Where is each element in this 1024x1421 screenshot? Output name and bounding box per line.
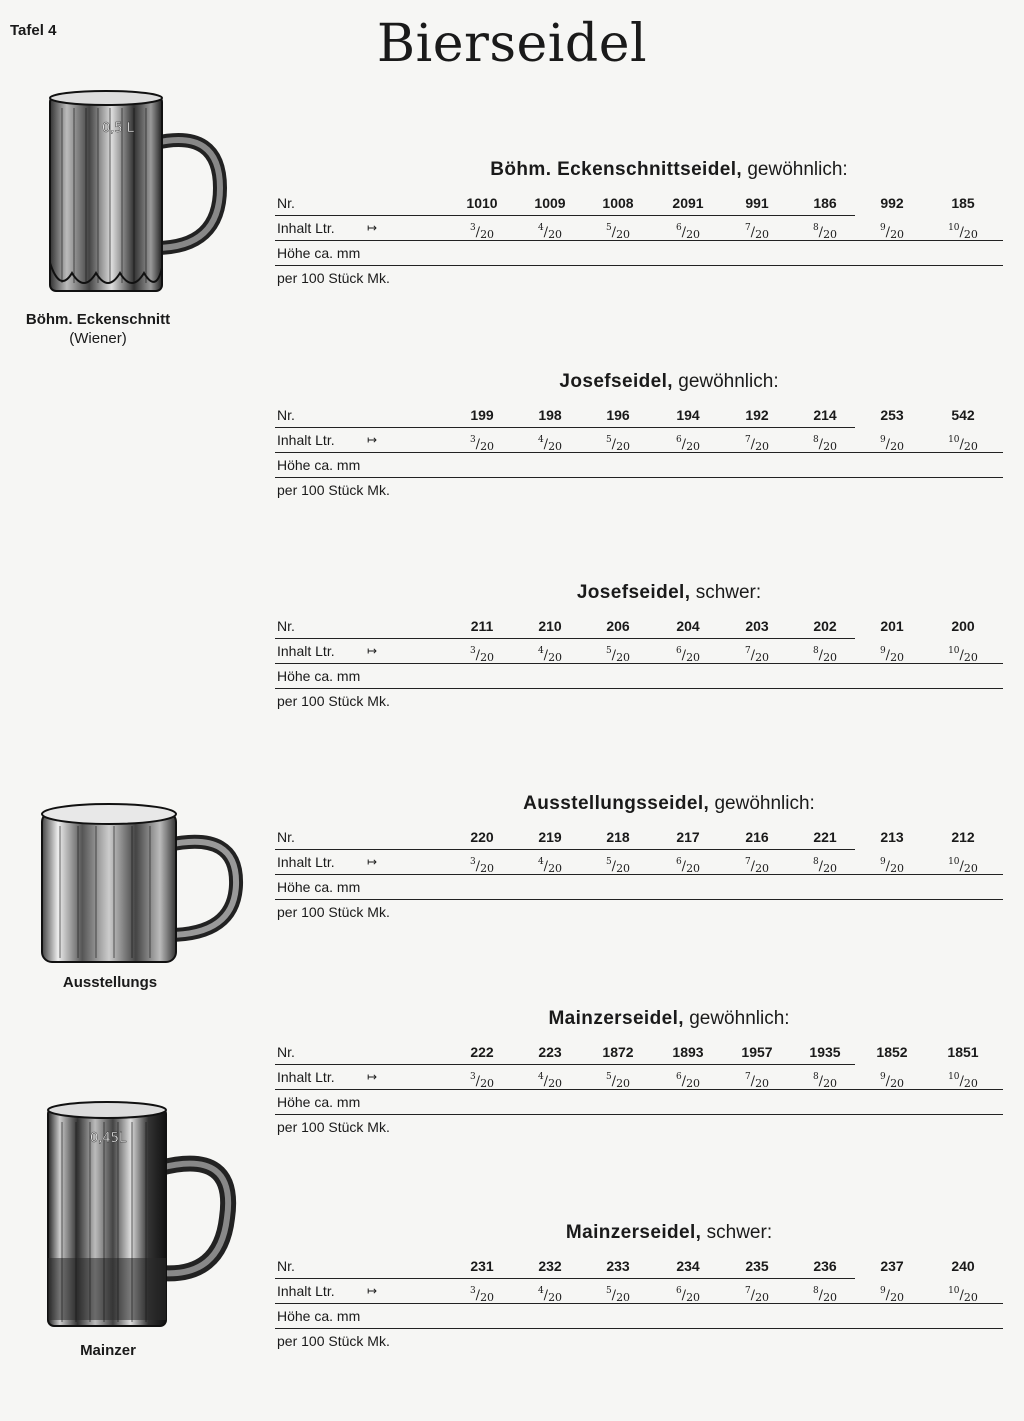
capacity-fraction: $^7/_{20}$ [744,435,770,453]
capacity-fraction: $^7/_{20}$ [744,857,770,875]
item-number: 1893 [672,1044,704,1060]
section-title [335,578,1003,608]
section-title-qualifier: gewöhnlich: [678,371,779,392]
row-label-hoehe: Höhe ca. mm [277,245,361,261]
item-number: 204 [676,618,700,634]
item-number: 210 [538,618,562,634]
fraction-denominator: 20 [823,651,838,664]
fraction-denominator: 20 [963,440,978,453]
caption-boehm [0,310,196,348]
fraction-numerator: 4 [537,646,544,656]
row-label-inhalt: Inhalt Ltr. [277,1283,335,1299]
item-number: 218 [606,829,630,845]
item-number: 185 [951,195,975,211]
fraction-denominator: 20 [480,651,495,664]
capacity-fraction: $^8/_{20}$ [812,646,838,664]
capacity-fraction: $^{10}/_{20}$ [948,1072,978,1090]
row-label-inhalt: Inhalt Ltr. [277,432,335,448]
capacity-fraction: $^{10}/_{20}$ [948,646,978,664]
item-number: 231 [470,1258,494,1274]
caption-ausstellungs [12,973,208,992]
fraction-denominator: 20 [548,862,563,875]
fraction-denominator: 20 [890,1291,905,1304]
item-number: 199 [470,407,494,423]
plate-number: Tafel 4 [10,22,57,39]
item-number: 1935 [809,1044,841,1060]
fraction-denominator: 20 [548,228,563,241]
fraction-numerator: 10 [948,435,960,445]
fraction-numerator: 4 [537,435,544,445]
row-label-hoehe: Höhe ca. mm [277,1094,361,1110]
item-number: 214 [813,407,837,423]
capacity-fraction: $^4/_{20}$ [537,1286,563,1304]
row-label-nr: Nr. [277,1044,295,1060]
fraction-denominator: 20 [480,862,495,875]
section-title [335,1004,1003,1034]
row-label-preis: per 100 Stück Mk. [277,693,390,709]
row-preis [275,1115,1003,1139]
fraction-numerator: 10 [948,223,960,233]
fraction-numerator: 7 [744,1072,751,1082]
item-number: 222 [470,1044,494,1060]
fraction-denominator: 20 [616,1077,631,1090]
fraction-denominator: 20 [480,440,495,453]
fraction-denominator: 20 [548,440,563,453]
fraction-numerator: 3 [469,857,476,867]
fraction-numerator: 8 [812,857,819,867]
ausstellungs-mug-illustration [38,800,248,970]
item-number: 196 [606,407,630,423]
row-preis [275,478,1003,502]
row-label-preis: per 100 Stück Mk. [277,904,390,920]
capacity-fraction: $^6/_{20}$ [675,1072,701,1090]
fraction-numerator: 5 [605,1286,612,1296]
capacity-fraction: $^7/_{20}$ [744,1072,770,1090]
capacity-fraction: $^5/_{20}$ [605,646,631,664]
capacity-fraction: $^8/_{20}$ [812,223,838,241]
fraction-denominator: 20 [823,228,838,241]
fraction-denominator: 20 [686,440,701,453]
item-number: 211 [470,618,494,634]
row-nr [275,1040,979,1065]
item-number: 198 [538,407,562,423]
item-number: 192 [745,407,769,423]
item-number: 1852 [876,1044,908,1060]
fraction-denominator: 20 [890,228,905,241]
item-number: 202 [813,618,837,634]
item-number: 2091 [672,195,704,211]
item-number: 220 [470,829,494,845]
fraction-numerator: 5 [605,223,612,233]
row-label-nr: Nr. [277,407,295,423]
row-nr [275,403,975,428]
row-nr [275,825,975,850]
capacity-fraction: $^6/_{20}$ [675,646,701,664]
row-label-preis: per 100 Stück Mk. [277,270,390,286]
section-table [275,191,1003,290]
item-number: 200 [951,618,975,634]
fraction-denominator: 20 [755,862,770,875]
fraction-denominator: 20 [616,862,631,875]
fraction-numerator: 8 [812,223,819,233]
row-preis [275,266,1003,290]
capacity-fraction: $^9/_{20}$ [879,223,905,241]
section-title-main: Böhm. Eckenschnittseidel, [490,159,743,180]
row-inhalt [275,639,1003,664]
fraction-numerator: 9 [879,646,886,656]
fraction-denominator: 20 [480,1077,495,1090]
fraction-denominator: 20 [616,651,631,664]
fraction-numerator: 3 [469,1072,476,1082]
row-inhalt [275,850,1003,875]
row-label-nr: Nr. [277,195,295,211]
capacity-fraction: $^3/_{20}$ [469,646,495,664]
fraction-numerator: 7 [744,646,751,656]
fraction-denominator: 20 [686,1077,701,1090]
section-title [335,367,1003,397]
section-title [335,1218,1003,1248]
fraction-numerator: 3 [469,435,476,445]
boehm-volume-mark: 0,5 L [102,121,135,136]
fraction-numerator: 7 [744,1286,751,1296]
fraction-numerator: 5 [605,857,612,867]
capacity-fraction: $^4/_{20}$ [537,857,563,875]
section-1 [275,367,1003,502]
capacity-fraction: $^8/_{20}$ [812,435,838,453]
page-title: Bierseidel [376,14,648,74]
fraction-denominator: 20 [616,1291,631,1304]
fraction-denominator: 20 [823,1077,838,1090]
fraction-numerator: 6 [675,223,682,233]
item-number: 216 [745,829,769,845]
fraction-denominator: 20 [548,1077,563,1090]
capacity-fraction: $^6/_{20}$ [675,435,701,453]
row-label-preis: per 100 Stück Mk. [277,482,390,498]
item-number: 991 [745,195,769,211]
capacity-fraction: $^5/_{20}$ [605,1286,631,1304]
fraction-denominator: 20 [755,1291,770,1304]
item-number: 1010 [466,195,498,211]
capacity-fraction: $^9/_{20}$ [879,1286,905,1304]
row-label-preis: per 100 Stück Mk. [277,1119,390,1135]
item-number: 253 [880,407,904,423]
item-number: 232 [538,1258,562,1274]
fraction-numerator: 3 [469,1286,476,1296]
row-label-nr: Nr. [277,1258,295,1274]
fraction-denominator: 20 [890,440,905,453]
measure-arrow-icon: ↦ [367,644,378,658]
measure-arrow-icon: ↦ [367,433,378,447]
fraction-numerator: 8 [812,1072,819,1082]
fraction-numerator: 5 [605,1072,612,1082]
section-table [275,403,1003,502]
item-number: 1851 [947,1044,979,1060]
boehm-mug-illustration [40,88,230,303]
caption-ausstellungs-title: Ausstellungs [62,974,158,991]
capacity-fraction: $^6/_{20}$ [675,223,701,241]
fraction-denominator: 20 [755,1077,770,1090]
item-number: 221 [813,829,837,845]
fraction-denominator: 20 [890,1077,905,1090]
fraction-numerator: 10 [948,857,960,867]
section-5 [275,1218,1003,1353]
fraction-numerator: 5 [605,646,612,656]
capacity-fraction: $^9/_{20}$ [879,435,905,453]
fraction-numerator: 8 [812,646,819,656]
row-label-nr: Nr. [277,618,295,634]
capacity-fraction: $^6/_{20}$ [675,1286,701,1304]
item-number: 194 [676,407,700,423]
row-inhalt [275,1065,1003,1090]
fraction-denominator: 20 [963,228,978,241]
fraction-denominator: 20 [686,651,701,664]
section-3 [275,789,1003,924]
section-title-qualifier: gewöhnlich: [689,1008,790,1029]
row-hoehe [275,453,1003,478]
section-title [335,155,1003,185]
fraction-numerator: 10 [948,1072,960,1082]
capacity-fraction: $^4/_{20}$ [537,435,563,453]
item-number: 219 [538,829,562,845]
capacity-fraction: $^4/_{20}$ [537,1072,563,1090]
item-number: 1957 [741,1044,773,1060]
item-number: 236 [813,1258,837,1274]
fraction-numerator: 10 [948,1286,960,1296]
row-hoehe [275,875,1003,900]
row-label-nr: Nr. [277,829,295,845]
capacity-fraction: $^5/_{20}$ [605,223,631,241]
fraction-numerator: 3 [469,646,476,656]
capacity-fraction: $^8/_{20}$ [812,1072,838,1090]
fraction-numerator: 9 [879,1072,886,1082]
fraction-denominator: 20 [890,651,905,664]
row-label-inhalt: Inhalt Ltr. [277,854,335,870]
item-number: 1872 [602,1044,634,1060]
capacity-fraction: $^9/_{20}$ [879,857,905,875]
fraction-numerator: 3 [469,223,476,233]
section-title-main: Josefseidel, [559,371,673,392]
item-number: 240 [951,1258,975,1274]
row-label-inhalt: Inhalt Ltr. [277,643,335,659]
section-title-main: Josefseidel, [576,582,691,603]
caption-mainzer-title: Mainzer [80,1342,136,1359]
capacity-fraction: $^3/_{20}$ [469,857,495,875]
fraction-numerator: 6 [675,857,682,867]
fraction-denominator: 20 [686,228,701,241]
section-2 [275,578,1003,713]
fraction-denominator: 20 [480,1291,495,1304]
fraction-denominator: 20 [548,1291,563,1304]
caption-boehm-sub: (Wiener) [69,330,127,347]
row-preis [275,900,1003,924]
row-hoehe [275,664,1003,689]
fraction-numerator: 4 [537,857,544,867]
capacity-fraction: $^3/_{20}$ [469,223,495,241]
capacity-fraction: $^5/_{20}$ [605,857,631,875]
capacity-fraction: $^4/_{20}$ [537,646,563,664]
caption-mainzer [10,1341,206,1360]
fraction-numerator: 4 [537,1072,544,1082]
capacity-fraction: $^9/_{20}$ [879,1072,905,1090]
fraction-numerator: 4 [537,223,544,233]
capacity-fraction: $^5/_{20}$ [605,435,631,453]
capacity-fraction: $^7/_{20}$ [744,646,770,664]
capacity-fraction: $^6/_{20}$ [675,857,701,875]
fraction-denominator: 20 [963,1291,978,1304]
item-number: 1009 [534,195,566,211]
fraction-denominator: 20 [480,228,495,241]
fraction-denominator: 20 [755,651,770,664]
fraction-denominator: 20 [823,440,838,453]
row-label-hoehe: Höhe ca. mm [277,457,361,473]
capacity-fraction: $^4/_{20}$ [537,223,563,241]
row-preis [275,689,1003,713]
fraction-denominator: 20 [890,862,905,875]
item-number: 186 [813,195,837,211]
capacity-fraction: $^{10}/_{20}$ [948,1286,978,1304]
fraction-numerator: 7 [744,857,751,867]
row-inhalt [275,216,1003,241]
section-title-qualifier: gewöhnlich: [747,159,848,180]
row-label-hoehe: Höhe ca. mm [277,1308,361,1324]
row-inhalt [275,1279,1003,1304]
item-number: 212 [951,829,975,845]
section-title-main: Mainzerseidel, [548,1008,684,1029]
section-title-qualifier: schwer: [695,582,762,603]
fraction-numerator: 4 [537,1286,544,1296]
caption-boehm-title: Böhm. Eckenschnitt [25,311,171,328]
section-0 [275,155,1003,290]
item-number: 992 [880,195,904,211]
section-table [275,1040,1003,1139]
fraction-numerator: 6 [675,1072,682,1082]
capacity-fraction: $^8/_{20}$ [812,1286,838,1304]
fraction-denominator: 20 [823,862,838,875]
fraction-denominator: 20 [963,1077,978,1090]
row-label-hoehe: Höhe ca. mm [277,879,361,895]
fraction-denominator: 20 [963,862,978,875]
item-number: 203 [745,618,769,634]
capacity-fraction: $^{10}/_{20}$ [948,435,978,453]
row-label-hoehe: Höhe ca. mm [277,668,361,684]
item-number: 237 [880,1258,904,1274]
capacity-fraction: $^7/_{20}$ [744,223,770,241]
measure-arrow-icon: ↦ [367,1070,378,1084]
row-preis [275,1329,1003,1353]
section-title-qualifier: gewöhnlich: [714,793,815,814]
fraction-denominator: 20 [616,228,631,241]
item-number: 542 [951,407,975,423]
fraction-numerator: 6 [675,646,682,656]
fraction-denominator: 20 [755,228,770,241]
item-number: 223 [538,1044,562,1060]
fraction-denominator: 20 [755,440,770,453]
section-title-qualifier: schwer: [706,1222,773,1243]
fraction-numerator: 5 [605,435,612,445]
section-title-main: Ausstellungsseidel, [523,793,710,814]
item-number: 233 [606,1258,630,1274]
item-number: 213 [880,829,904,845]
row-nr [275,614,975,639]
item-number: 235 [745,1258,769,1274]
fraction-denominator: 20 [548,651,563,664]
fraction-numerator: 9 [879,857,886,867]
fraction-numerator: 7 [744,223,751,233]
section-4 [275,1004,1003,1139]
fraction-denominator: 20 [963,651,978,664]
capacity-fraction: $^3/_{20}$ [469,435,495,453]
capacity-fraction: $^9/_{20}$ [879,646,905,664]
fraction-numerator: 6 [675,435,682,445]
fraction-numerator: 8 [812,435,819,445]
fraction-numerator: 10 [948,646,960,656]
row-label-inhalt: Inhalt Ltr. [277,220,335,236]
measure-arrow-icon: ↦ [367,855,378,869]
mainzer-mug-illustration [42,1098,242,1333]
fraction-numerator: 9 [879,1286,886,1296]
row-hoehe [275,241,1003,266]
measure-arrow-icon: ↦ [367,221,378,235]
row-hoehe [275,1090,1003,1115]
item-number: 206 [606,618,630,634]
capacity-fraction: $^8/_{20}$ [812,857,838,875]
capacity-fraction: $^{10}/_{20}$ [948,857,978,875]
fraction-denominator: 20 [686,1291,701,1304]
item-number: 234 [676,1258,700,1274]
row-nr [275,191,975,216]
capacity-fraction: $^7/_{20}$ [744,1286,770,1304]
fraction-numerator: 7 [744,435,751,445]
fraction-denominator: 20 [686,862,701,875]
fraction-numerator: 9 [879,223,886,233]
fraction-denominator: 20 [616,440,631,453]
row-nr [275,1254,975,1279]
fraction-numerator: 9 [879,435,886,445]
capacity-fraction: $^5/_{20}$ [605,1072,631,1090]
item-number: 201 [880,618,904,634]
section-table [275,614,1003,713]
fraction-denominator: 20 [823,1291,838,1304]
capacity-fraction: $^3/_{20}$ [469,1286,495,1304]
item-number: 217 [676,829,700,845]
capacity-fraction: $^{10}/_{20}$ [948,223,978,241]
measure-arrow-icon: ↦ [367,1284,378,1298]
section-title [335,789,1003,819]
fraction-numerator: 8 [812,1286,819,1296]
mainzer-volume-mark: 0,45L [90,1131,127,1146]
item-number: 1008 [602,195,634,211]
section-table [275,825,1003,924]
fraction-numerator: 6 [675,1286,682,1296]
row-hoehe [275,1304,1003,1329]
capacity-fraction: $^3/_{20}$ [469,1072,495,1090]
section-table [275,1254,1003,1353]
row-inhalt [275,428,1003,453]
row-label-preis: per 100 Stück Mk. [277,1333,390,1349]
row-label-inhalt: Inhalt Ltr. [277,1069,335,1085]
section-title-main: Mainzerseidel, [565,1222,702,1243]
